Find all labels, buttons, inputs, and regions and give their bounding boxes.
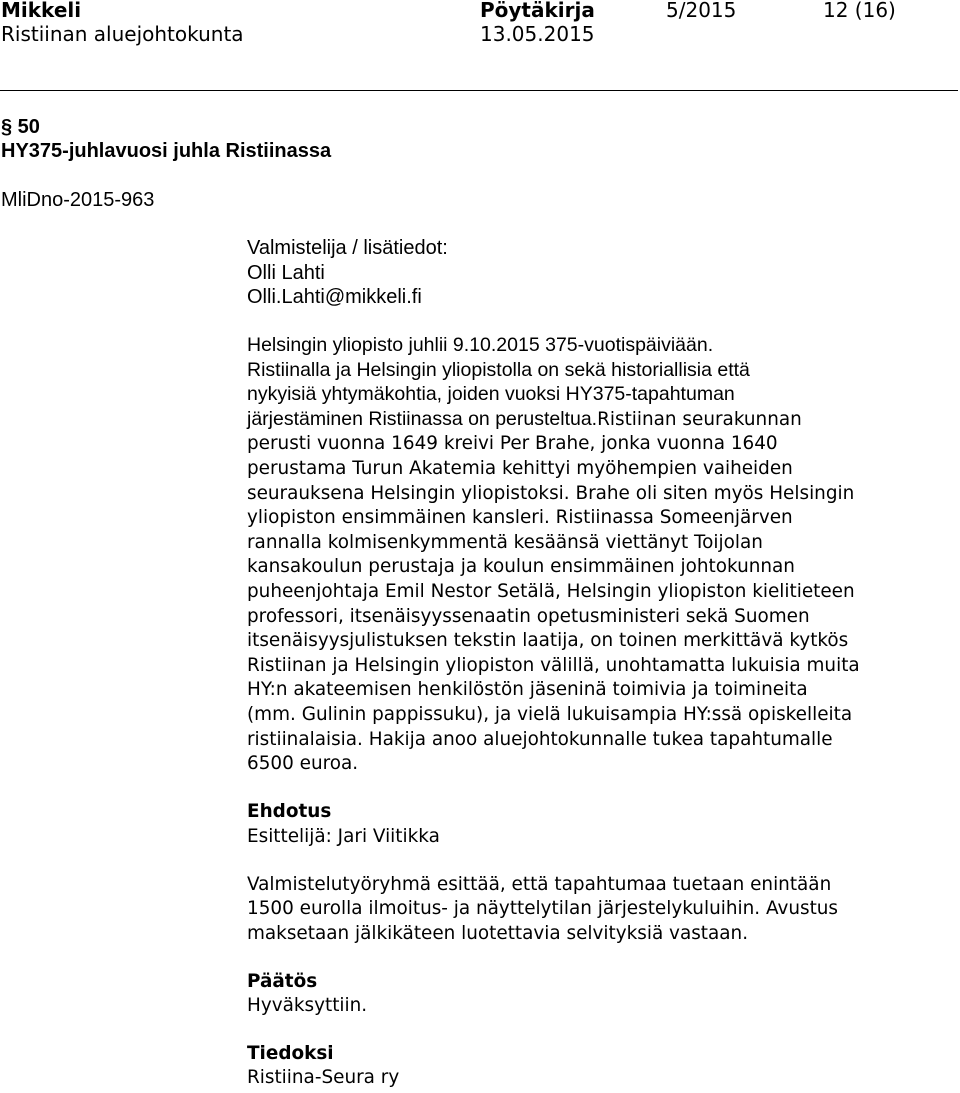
- meeting-date: 13.05.2015: [480, 22, 595, 46]
- proposal-heading: Ehdotus: [247, 801, 332, 822]
- section-title: HY375-juhlavuosi juhla Ristiinassa: [1, 140, 332, 162]
- section-mark: § 50: [1, 116, 40, 138]
- preparer-name: Olli Lahti: [247, 262, 325, 284]
- info-heading: Tiedoksi: [247, 1043, 334, 1064]
- body-line: rannalla kolmisenkymmentä kesäänsä viettänyt Toijolan: [247, 531, 763, 553]
- preparer-email: Olli.Lahti@mikkeli.fi: [247, 286, 422, 308]
- body-line: nykyisiä yhtymäkohtia, joiden vuoksi HY375-tapahtuman: [247, 383, 735, 406]
- body-line: järjestäminen Ristiinassa on perusteltua.: [247, 407, 598, 430]
- meeting-number: 5/2015: [666, 0, 737, 22]
- body-line: (mm. Gulinin pappissuku), ja vielä lukuisampia HY:ssä opiskelleita: [247, 703, 853, 725]
- body-line: Ristiinan ja Helsingin yliopiston välillä, unohtamatta lukuisia muita: [247, 654, 860, 676]
- info-recipient: Ristiina-Seura ry: [247, 1067, 400, 1088]
- body-line: ristiinalaisia. Hakija anoo aluejohtokunnalle tukea tapahtumalle: [247, 728, 833, 750]
- body-line: 6500 euroa.: [247, 753, 359, 775]
- decision-heading: Päätös: [247, 971, 318, 992]
- preparer-label: Valmistelija / lisätiedot:: [247, 237, 448, 259]
- proposal-line: 1500 eurolla ilmoitus- ja näyttelytilan järjestelykuluihin. Avustus: [247, 898, 839, 919]
- body-line: itsenäisyysjulistuksen tekstin laatija, on toinen merkittävä kytkös: [247, 630, 849, 652]
- body-line: puheenjohtaja Emil Nestor Setälä, Helsingin yliopiston kielitieteen: [247, 580, 855, 602]
- organization-name: Mikkeli: [1, 0, 82, 22]
- body-line: seurauksena Helsingin yliopistoksi. Brahe oli siten myös Helsingin: [247, 482, 855, 504]
- body-line: HY:n akateemisen henkilöstön jäseninä toimivia ja toimineita: [247, 679, 808, 701]
- document-type: Pöytäkirja: [480, 0, 595, 22]
- body-line: kansakoulun perustaja ja koulun ensimmäinen johtokunnan: [247, 556, 795, 578]
- proposal-line: Valmistelutyöryhmä esittää, että tapahtumaa tuetaan enintään: [247, 874, 832, 895]
- proposal-line: maksetaan jälkikäteen luotettavia selvityksiä vastaan.: [247, 923, 749, 944]
- body-name: Ristiinan aluejohtokunta: [1, 22, 244, 46]
- body-line: perustama Turun Akatemia kehittyi myöhempien vaiheiden: [247, 457, 793, 479]
- body-line: professori, itsenäisyyssenaatin opetusministeri sekä Suomen: [247, 605, 810, 627]
- body-line: Ristiinalla ja Helsingin yliopistolla on sekä historiallisia että: [247, 358, 750, 381]
- case-number: MliDno-2015-963: [1, 189, 155, 211]
- case-description: [247, 333, 947, 777]
- page-number: 12 (16): [823, 0, 896, 22]
- decision-text: Hyväksyttiin.: [247, 995, 368, 1016]
- presenter: Esittelijä: Jari Viitikka: [247, 826, 440, 847]
- header-divider: [0, 90, 958, 91]
- body-line: Helsingin yliopisto juhlii 9.10.2015 375-vuotispäiviään.: [247, 334, 714, 356]
- body-line: yliopiston ensimmäinen kansleri. Ristiinassa Someenjärven: [247, 507, 793, 529]
- body-line: Ristiinan seurakunnan: [597, 408, 802, 430]
- body-line: perusti vuonna 1649 kreivi Per Brahe, jonka vuonna 1640: [247, 433, 778, 455]
